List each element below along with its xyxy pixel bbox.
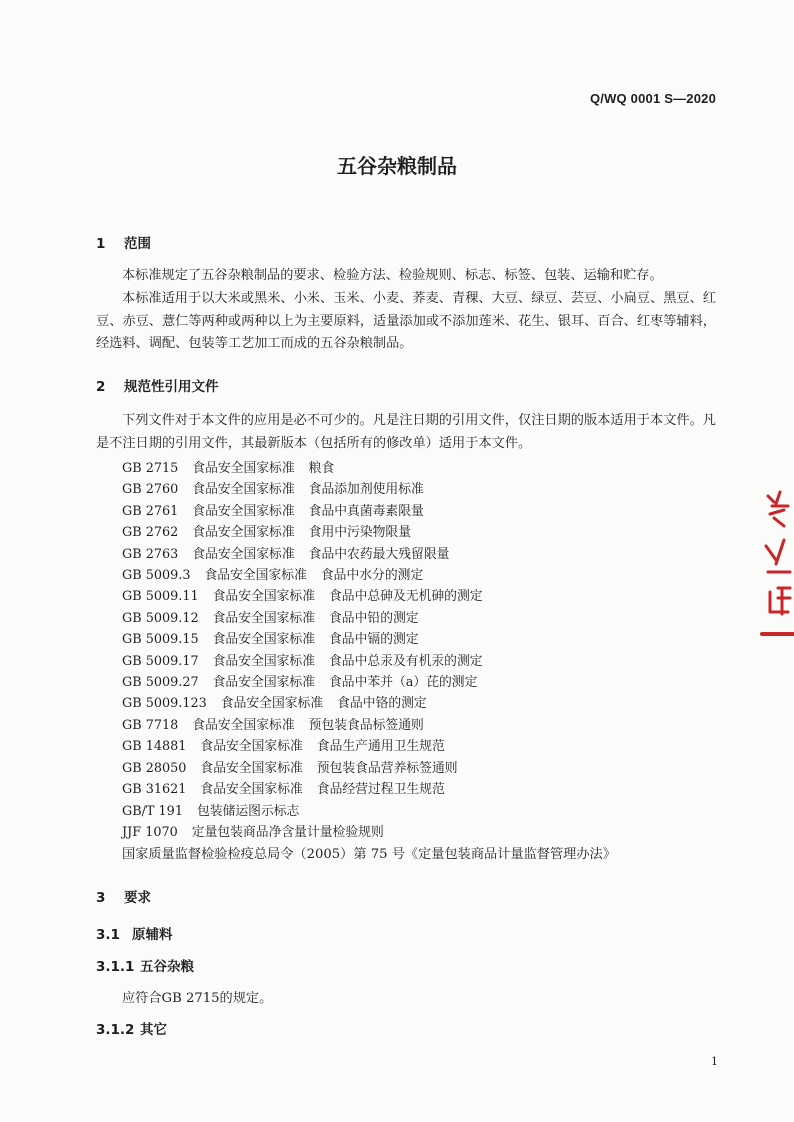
reference-item [122,586,483,607]
reference-item [122,758,483,779]
references-intro-paragraph: 下列文件对于本文件的应用是必不可少的。凡是注日期的引用文件，仅注日期的版本适用于本文件。凡是不注日期的引用文件，其最新版本（包括所有的修改单）适用于本文件。 [96,413,716,451]
section-3-1-1-text: 应符合GB 2715的规定。 [122,991,273,1006]
section-1-heading [96,232,151,252]
reference-desc: 包装储运图示标志 [196,803,300,819]
reference-name: 食品中铅的测定 [329,610,419,626]
reference-desc: 食品安全国家标准 [192,525,295,541]
section-number: 3 [96,890,106,906]
reference-desc: 食品安全国家标准 [200,760,303,776]
reference-code: GB/T 191 [122,803,183,819]
reference-item [122,693,483,714]
reference-code: GB 5009.15 [122,632,199,648]
section-2-heading [96,375,219,395]
reference-code: GB 2762 [122,525,179,541]
reference-desc: 食品安全国家标准 [200,739,303,755]
reference-item [122,608,483,629]
reference-name: 食品中水分的测定 [320,568,424,584]
reference-name: 预包装食品营养标签通则 [316,760,458,776]
reference-code: GB 5009.17 [122,653,199,669]
reference-name: 食品生产通用卫生规范 [316,739,445,755]
reference-item [122,629,483,650]
section-3-1-1-heading [96,955,194,975]
reference-item [122,779,483,800]
reference-code: GB 7718 [122,717,179,733]
reference-code: GB 28050 [122,760,187,776]
section-title: 原辅料 [132,927,173,943]
reference-list [122,458,483,843]
section-number: 3.1.1 [96,959,135,975]
page-number: 1 [711,1055,718,1068]
reference-code: GB 5009.123 [122,696,207,712]
reference-code: GB 5009.3 [122,568,191,584]
reference-item [122,565,483,586]
red-seal-stamp [760,488,794,648]
reference-name: 食品中镉的测定 [329,632,419,648]
section-3-1-2-heading [96,1018,167,1038]
reference-desc: 食品安全国家标准 [192,461,295,476]
reference-desc: 食品安全国家标准 [212,589,315,605]
reference-desc: 食品安全国家标准 [212,653,315,669]
reference-item [122,672,483,693]
reference-code: GB 2763 [122,546,179,562]
reference-name: 预包装食品标签通则 [308,717,424,733]
reference-name: 食品添加剂使用标准 [308,482,424,498]
reference-code: GB 5009.11 [122,589,199,605]
reference-desc: 食品安全国家标准 [192,503,295,519]
reference-name: 粮食 [308,461,335,476]
reference-name: 食品经营过程卫生规范 [316,782,445,798]
decree-reference: 国家质量监督检验检疫总局令（2005）第 75 号《定量包装商品计量监督管理办法》 [122,847,616,862]
section-number: 3.1 [96,927,120,943]
reference-name: 食品中铬的测定 [337,696,427,712]
section-3-1-heading [96,923,173,943]
reference-item [122,479,483,500]
reference-code: GB 2760 [122,482,179,498]
reference-desc: 食品安全国家标准 [212,675,315,691]
reference-name: 食品中真菌毒素限量 [308,503,424,519]
reference-item [122,651,483,672]
reference-item [122,715,483,736]
section-number: 1 [96,236,106,252]
reference-name: 食用中污染物限量 [308,525,412,541]
section-number: 2 [96,379,106,395]
reference-name: 食品中总汞及有机汞的测定 [329,653,483,669]
section-title: 规范性引用文件 [124,379,219,395]
reference-code: GB 2761 [122,503,179,519]
reference-desc: 食品安全国家标准 [192,546,295,562]
section-title: 五谷杂粮 [140,959,194,975]
reference-item [122,458,483,479]
section-title: 范围 [124,236,151,252]
reference-item [122,544,483,565]
section-number: 3.1.2 [96,1022,135,1038]
section-3-heading [96,886,151,906]
reference-code: GB 5009.12 [122,610,199,626]
reference-desc: 食品安全国家标准 [192,717,295,733]
reference-code: GB 14881 [122,739,187,755]
reference-item [122,736,483,757]
standard-code: Q/WQ 0001 S—2020 [589,91,716,106]
reference-item [122,801,483,822]
reference-desc: 食品安全国家标准 [220,696,324,712]
reference-code: GB 2715 [122,461,179,476]
document-title: 五谷杂粮制品 [337,154,457,178]
reference-name: 食品中农药最大残留限量 [308,546,450,562]
section-title: 要求 [124,890,151,906]
reference-code: JJF 1070 [122,824,178,840]
scope-paragraph-1: 本标准规定了五谷杂粮制品的要求、检验方法、检验规则、标志、标签、包装、运输和贮存。 [122,268,663,283]
reference-desc: 食品安全国家标准 [212,610,315,626]
reference-item [122,501,483,522]
reference-desc: 定量包装商品净含量计量检验规则 [191,824,384,840]
reference-desc: 食品安全国家标准 [192,482,295,498]
reference-item [122,822,483,843]
reference-code: GB 31621 [122,782,187,798]
reference-code: GB 5009.27 [122,675,199,691]
reference-desc: 食品安全国家标准 [204,568,307,584]
reference-item [122,522,483,543]
reference-desc: 食品安全国家标准 [200,782,303,798]
reference-name: 食品中苯并（a）芘的测定 [329,675,478,691]
reference-name: 食品中总砷及无机砷的测定 [329,589,483,605]
scope-paragraph-2: 本标准适用于以大米或黑米、小米、玉米、小麦、荞麦、青稞、大豆、绿豆、芸豆、小扁豆、黑豆、红豆、赤豆、薏仁等两种或两种以上为主要原料，适量添加或不添加莲米、花生、银耳、百合、红枣等辅料，经选料、调配、包装等工艺加工而成的五谷杂粮制品。 [96,291,716,351]
section-title: 其它 [140,1022,167,1038]
reference-desc: 食品安全国家标准 [212,632,315,648]
